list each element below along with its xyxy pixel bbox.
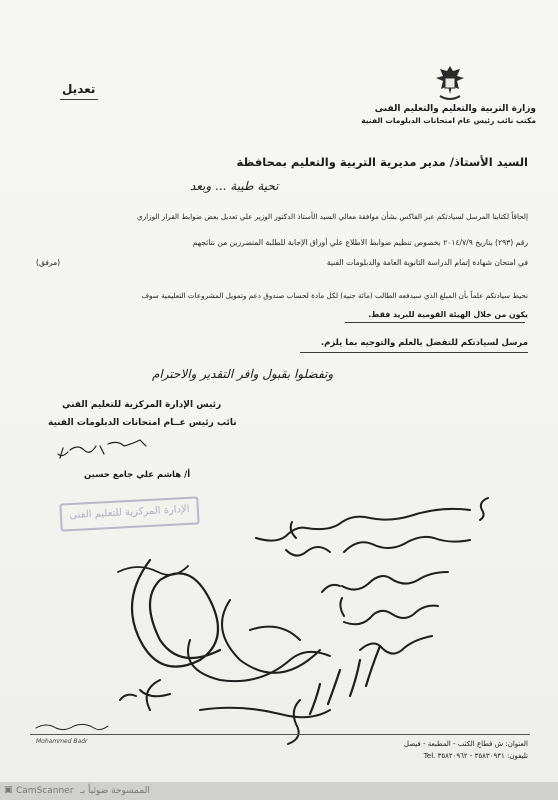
paragraph-1-line-1: إلحاقاً لكتابنا المرسل لسيادتكم عبر الفاكس بشأن موافقة معالي السيد الأستاذ الدكتور الوزير علي تعديل بعض ضوابط القرار الوزاري [137,212,528,221]
signatory-name: أ/ هاشم علي جامع حسين [84,470,191,480]
correction-label: تعديل [62,82,96,96]
paragraph-1-line-3: في امتحان شهادة إتمام الدراسة الثانوية العامة والدبلومات الفنية [326,258,528,267]
office-stamp: الإدارة المركزية للتعليم الفنى [59,496,199,531]
scanner-name: CamScanner [16,786,74,796]
attachment-note: (مرفق) [36,258,61,267]
paragraph-2-underline [345,322,525,323]
scanner-arabic: الممسوحة ضوئياً بـ [80,786,150,796]
paragraph-2-line-1: نحيط سيادتكم علماً بأن المبلغ الذي سيدفعه الطالب (مائة جنيه) لكل مادة لحساب صندوق دعم وتمويل المشروعات التعليمية سوف [141,291,528,300]
ministry-name: وزارة التربية والتعليم والتعليم الفنى [374,104,536,114]
closing: وتفضلوا بقبول وافر التقدير والاحترام [152,367,334,381]
signatory-title-2: نائب رئيس عــام امتحانات الدبلومات الفنية [48,418,237,428]
eagle-emblem-icon [430,62,470,106]
office-name: مكتب نائب رئيس عام امتحانات الدبلومات الفنية [361,116,536,125]
paragraph-1-line-2: رقم (٢٩٣) بتاريخ ٢٠١٤/٧/٩ بخصوص تنظيم ضوابط الاطلاع علي أوراق الإجابة للطلبة المتضررين من نتائجهم [192,238,528,247]
addressee: السيد الأستاذ/ مدير مديرية التربية والتعليم بمحافظة [236,155,528,169]
signatory-title-1: رئيس الإدارة المركزية للتعليم الفني [62,400,222,410]
correction-underline [60,99,98,100]
camscanner-logo-icon: ▣ [4,785,13,795]
scanner-watermark-bar [0,782,558,800]
paragraph-3-underline [300,352,528,353]
paragraph-2-line-2: يكون من خلال الهيئة القومية للبريد فقط. [368,310,528,319]
greeting: تحية طيبة ... وبعد [190,179,279,193]
paragraph-3: مرسل لسيادتكم للتفضل بالعلم والتوجيه بما يلزم. [320,338,528,348]
english-signature-text: Mohammed Badr [36,738,88,745]
footer-divider [30,734,530,735]
footer-phone: تليفون: ٣٥٨٣٠٩٣١ - ٣٥٨٢٠٩٦٢ .Tel [423,752,528,760]
footer-address: العنوان: ش قطاع الكتب - المطبعة - فيصل [403,740,528,748]
